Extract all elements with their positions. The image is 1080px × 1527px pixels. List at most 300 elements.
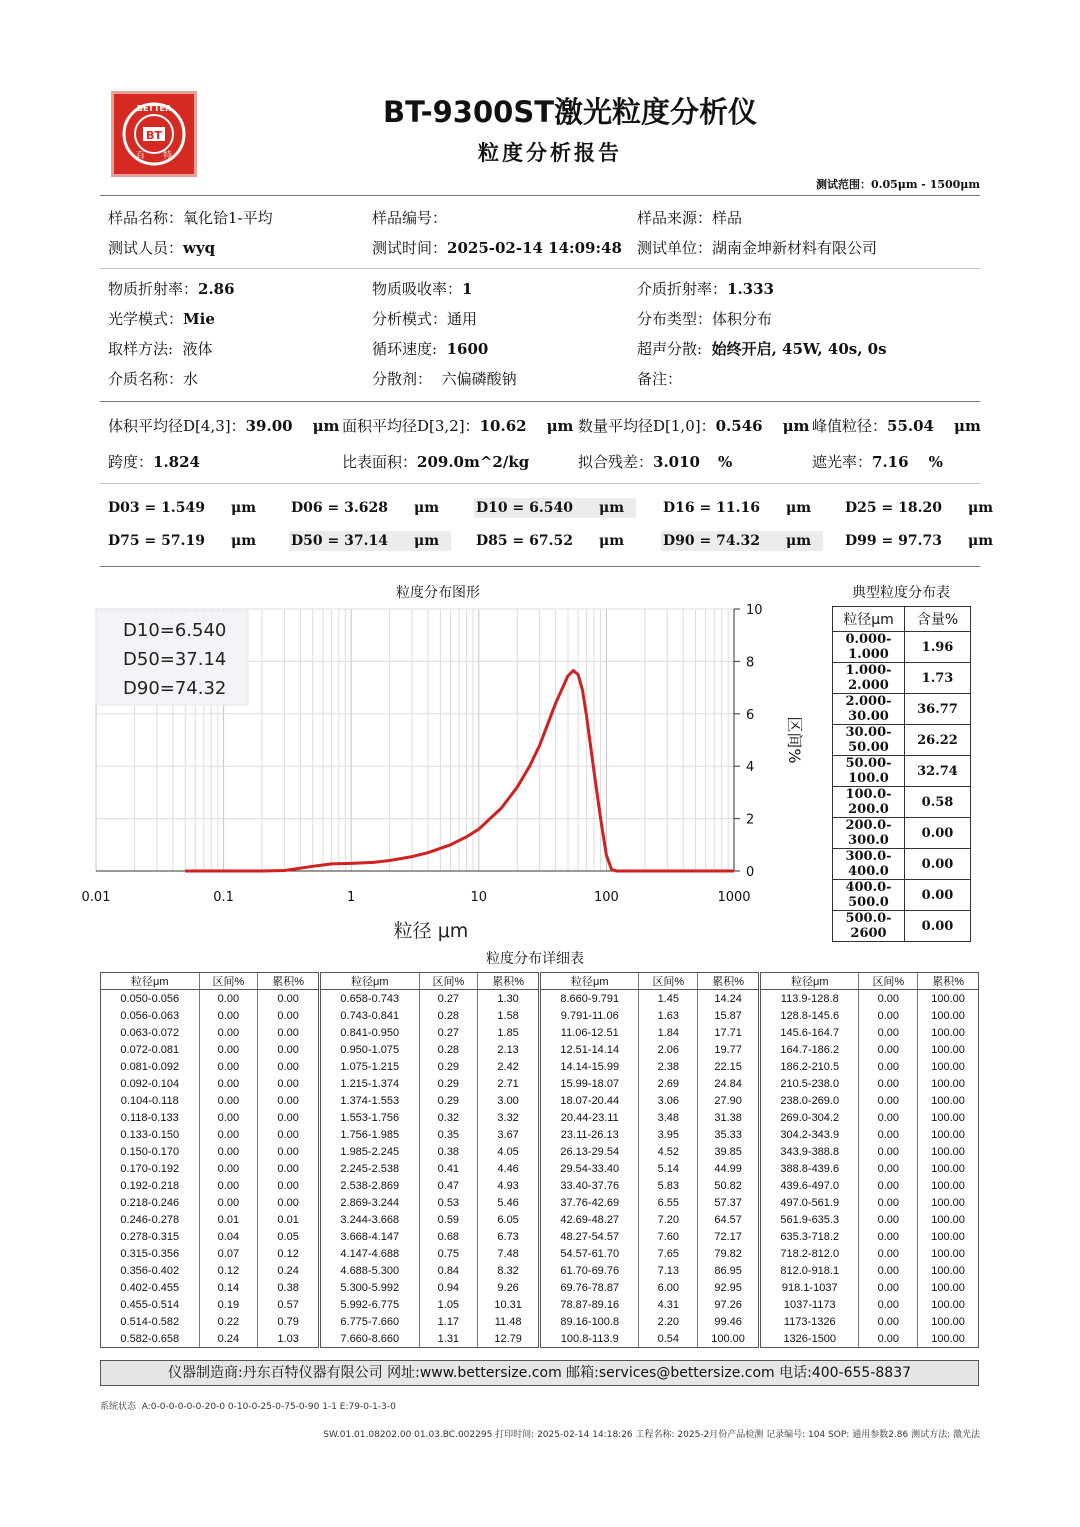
table-cell: 0.00 (859, 1228, 918, 1245)
table-cell: 2.71 (497, 1077, 519, 1090)
table-cell: 33.40-37.76 (541, 1177, 639, 1194)
sample-name: 样品名称：氧化铪1-平均 (108, 209, 273, 227)
d-value-label: D16 = 11.16 (663, 500, 760, 516)
table-cell: 0.07 (199, 1245, 258, 1262)
table-row (321, 1024, 538, 1041)
table-row (321, 1262, 538, 1279)
table-cell: 4.31 (639, 1296, 698, 1313)
d-value-unit: μm (785, 533, 812, 549)
table-cell: 1.45 (639, 990, 698, 1008)
table-cell: 100.00 (931, 1145, 965, 1158)
table-cell: 0.19 (199, 1296, 258, 1313)
table-row (833, 725, 971, 756)
table-cell: 35.33 (714, 1128, 742, 1141)
detail-block (540, 972, 759, 1348)
d-value-label: D10 = 6.540 (476, 500, 573, 516)
table-cell: 0.455-0.514 (101, 1296, 199, 1313)
table-cell: 100.00 (931, 1060, 965, 1073)
d-value-label: D50 = 37.14 (291, 533, 388, 549)
param-cycle: 循环速度: 1600 (372, 340, 489, 358)
table-row (101, 1194, 318, 1211)
table-cell: 0.00 (199, 1058, 258, 1075)
table-cell: 0.00 (277, 1196, 299, 1209)
table-cell: 0.00 (859, 990, 918, 1008)
table-cell: 238.0-269.0 (761, 1092, 859, 1109)
table-cell: 0.24 (277, 1264, 299, 1277)
table-cell: 0.29 (419, 1092, 478, 1109)
table-cell: 12.51-14.14 (541, 1041, 639, 1058)
table-cell: 210.5-238.0 (761, 1075, 859, 1092)
table-cell: 0.00 (199, 1024, 258, 1041)
table-cell: 6.73 (497, 1230, 519, 1243)
table-cell: 918.1-1037 (761, 1279, 859, 1296)
table-cell: 92.95 (714, 1281, 742, 1294)
d-value (289, 531, 451, 551)
table-cell: 0.32 (419, 1109, 478, 1126)
header-cell: 区间% (419, 973, 478, 990)
table-row (541, 1058, 758, 1075)
table-cell: 2.869-3.244 (321, 1194, 419, 1211)
table-row (101, 1058, 318, 1075)
table-cell: 64.57 (714, 1213, 742, 1226)
param-optical: 光学模式：Mie (108, 310, 215, 328)
table-cell: 400.0-500.0 (833, 880, 905, 911)
table-cell: 36.77 (905, 694, 971, 725)
table-cell: 0.402-0.455 (101, 1279, 199, 1296)
table-cell: 0.00 (905, 849, 971, 880)
table-row (761, 990, 978, 1008)
table-cell: 3.668-4.147 (321, 1228, 419, 1245)
table-cell: 5.46 (497, 1196, 519, 1209)
table-cell: 0.00 (199, 990, 258, 1008)
d-value-label: D03 = 1.549 (108, 500, 205, 516)
table-cell: 24.84 (714, 1077, 742, 1090)
table-row (541, 1109, 758, 1126)
table-cell: 100.00 (931, 1111, 965, 1124)
table-cell: 99.46 (714, 1315, 742, 1328)
table-cell: 7.65 (639, 1245, 698, 1262)
table-cell: 0.00 (859, 1024, 918, 1041)
table-cell: 0.79 (277, 1315, 299, 1328)
table-cell: 0.050-0.056 (101, 990, 199, 1008)
header-cell: 粒径μm (833, 607, 905, 632)
param-medium: 介质名称：水 (108, 370, 199, 388)
table-cell: 0.57 (277, 1298, 299, 1311)
table-cell: 0.24 (199, 1330, 258, 1347)
table-cell: 0.00 (859, 1245, 918, 1262)
table-cell: 497.0-561.9 (761, 1194, 859, 1211)
table-cell: 0.47 (419, 1177, 478, 1194)
table-cell: 1.000-2.000 (833, 663, 905, 694)
x-tick-label: 1 (347, 890, 356, 905)
test-unit: 测试单位：湖南金坤新材料有限公司 (637, 239, 878, 257)
svg-text:百: 百 (136, 151, 146, 161)
table-cell: 0.59 (419, 1211, 478, 1228)
d-value-label: D75 = 57.19 (108, 533, 205, 549)
table-cell: 8.660-9.791 (541, 990, 639, 1008)
table-cell: 0.192-0.218 (101, 1177, 199, 1194)
d-value (661, 531, 823, 551)
table-cell: 57.37 (714, 1196, 742, 1209)
table-cell: 100.00 (931, 1213, 965, 1226)
table-cell: 0.841-0.950 (321, 1024, 419, 1041)
table-cell: 100.00 (931, 1128, 965, 1141)
table-cell: 3.00 (497, 1094, 519, 1107)
table-cell: 27.90 (714, 1094, 742, 1107)
table-cell: 100.8-113.9 (541, 1330, 639, 1347)
table-cell: 2.000-30.00 (833, 694, 905, 725)
table-cell: 439.6-497.0 (761, 1177, 859, 1194)
x-tick-label: 1000 (717, 890, 751, 905)
table-cell: 39.85 (714, 1145, 742, 1158)
table-cell: 4.93 (497, 1179, 519, 1192)
table-cell: 5.300-5.992 (321, 1279, 419, 1296)
table-row (833, 694, 971, 725)
table-cell: 6.775-7.660 (321, 1313, 419, 1330)
y-axis-label: 区间% (785, 716, 804, 764)
table-cell: 5.83 (639, 1177, 698, 1194)
table-row (101, 1262, 318, 1279)
table-cell: 1.756-1.985 (321, 1126, 419, 1143)
table-cell: 0.12 (277, 1247, 299, 1260)
d-annotation: D10=6.540 (123, 620, 227, 641)
table-cell: 1.30 (497, 992, 519, 1005)
d-value-label: D99 = 97.73 (845, 533, 942, 549)
table-row (101, 990, 318, 1008)
d-value-unit: μm (785, 500, 812, 516)
header-cell: 含量% (905, 607, 971, 632)
d-value (661, 498, 823, 518)
table-row (101, 1177, 318, 1194)
table-cell: 26.13-29.54 (541, 1143, 639, 1160)
d-value-unit: μm (598, 533, 625, 549)
d-value-label: D25 = 18.20 (845, 500, 942, 516)
table-cell: 0.072-0.081 (101, 1041, 199, 1058)
header-cell: 粒径μm (321, 973, 419, 990)
table-row (321, 1330, 538, 1347)
typical-table (832, 606, 971, 942)
table-row (833, 632, 971, 663)
table-cell: 0.00 (277, 1043, 299, 1056)
table-row (833, 756, 971, 787)
table-cell: 1326-1500 (761, 1330, 859, 1347)
table-cell: 0.14 (199, 1279, 258, 1296)
table-cell: 0.00 (277, 1179, 299, 1192)
table-cell: 0.00 (277, 1060, 299, 1073)
table-cell: 0.000-1.000 (833, 632, 905, 663)
table-cell: 0.41 (419, 1160, 478, 1177)
param-dispersant: 分散剂： 六偏磷酸钠 (372, 370, 517, 388)
header-cell: 区间% (199, 973, 258, 990)
table-cell: 0.00 (277, 1128, 299, 1141)
table-header (833, 607, 971, 632)
table-cell: 4.147-4.688 (321, 1245, 419, 1262)
table-cell: 7.48 (497, 1247, 519, 1260)
table-row (541, 1092, 758, 1109)
table-cell: 1.63 (639, 1007, 698, 1024)
table-row (321, 1177, 538, 1194)
table-row (541, 1211, 758, 1228)
d-value-unit: μm (967, 533, 994, 549)
table-cell: 1.075-1.215 (321, 1058, 419, 1075)
table-cell: 18.07-20.44 (541, 1092, 639, 1109)
table-cell: 79.82 (714, 1247, 742, 1260)
table-cell: 164.7-186.2 (761, 1041, 859, 1058)
report-title: BT-9300ST激光粒度分析仪 (382, 95, 758, 129)
table-row (101, 1024, 318, 1041)
table-cell: 0.170-0.192 (101, 1160, 199, 1177)
table-cell: 1.58 (497, 1009, 519, 1022)
table-cell: 0.84 (419, 1262, 478, 1279)
table-row (321, 1245, 538, 1262)
table-cell: 11.48 (494, 1315, 522, 1328)
table-cell: 14.14-15.99 (541, 1058, 639, 1075)
print-meta: SW.01.01.08202.00 01.03.BC.002295 打印时间: 2025-02-14 14:18:26 工程名称: 2025-2月份产品检测 记录编号: 104 SOP: 通用参数2.86 测试方法: 激光法 (323, 1430, 980, 1440)
table-cell: 0.12 (199, 1262, 258, 1279)
x-tick-label: 100 (593, 890, 619, 905)
table-row (321, 1007, 538, 1024)
table-cell: 0.00 (199, 1007, 258, 1024)
table-cell: 100.00 (931, 1162, 965, 1175)
header-cell: 粒径μm (761, 973, 859, 990)
table-row (101, 1075, 318, 1092)
table-row (541, 1296, 758, 1313)
header-cell: 粒径μm (541, 973, 639, 990)
table-cell: 2.42 (497, 1060, 519, 1073)
table-row (321, 1109, 538, 1126)
table-cell: 0.00 (859, 1058, 918, 1075)
table-cell: 100.00 (931, 1026, 965, 1039)
x-tick-label: 0.01 (81, 890, 111, 905)
table-cell: 1.553-1.756 (321, 1109, 419, 1126)
d-value-label: D85 = 67.52 (476, 533, 573, 549)
detail-block (760, 972, 979, 1348)
d-value (474, 531, 636, 551)
table-cell: 0.315-0.356 (101, 1245, 199, 1262)
table-cell: 100.00 (931, 1009, 965, 1022)
table-row (321, 990, 538, 1008)
table-cell: 2.20 (639, 1313, 698, 1330)
table-row (101, 1092, 318, 1109)
table-row (321, 1092, 538, 1109)
table-cell: 4.688-5.300 (321, 1262, 419, 1279)
table-cell: 42.69-48.27 (541, 1211, 639, 1228)
y-tick-label: 10 (746, 603, 763, 618)
d-value-unit: μm (413, 533, 440, 549)
table-row (541, 1194, 758, 1211)
table-row (541, 1279, 758, 1296)
table-cell: 54.57-61.70 (541, 1245, 639, 1262)
d-value-unit: μm (967, 500, 994, 516)
table-cell: 0.00 (859, 1330, 918, 1347)
table-row (833, 911, 971, 942)
table-row (761, 1262, 978, 1279)
table-cell: 30.00-50.00 (833, 725, 905, 756)
header-cell: 累积% (698, 973, 758, 990)
param-remark: 备注： (637, 370, 683, 388)
result-d10-number: 数量平均径D[1,0]：0.546 μm (578, 417, 810, 435)
table-cell: 0.246-0.278 (101, 1211, 199, 1228)
d-annotation: D90=74.32 (123, 678, 227, 699)
table-cell: 1.05 (419, 1296, 478, 1313)
table-cell: 561.9-635.3 (761, 1211, 859, 1228)
table-row (541, 1245, 758, 1262)
table-row (541, 1075, 758, 1092)
table-row (321, 1211, 538, 1228)
table-cell: 9.791-11.06 (541, 1007, 639, 1024)
table-row (761, 1126, 978, 1143)
d-value-unit: μm (230, 500, 257, 516)
table-cell: 0.00 (859, 1262, 918, 1279)
x-tick-label: 0.1 (213, 890, 234, 905)
header-cell: 累积% (478, 973, 538, 990)
d-value-unit: μm (230, 533, 257, 549)
table-cell: 9.26 (497, 1281, 519, 1294)
table-cell: 388.8-439.6 (761, 1160, 859, 1177)
table-cell: 50.00-100.0 (833, 756, 905, 787)
table-cell: 0.00 (277, 1162, 299, 1175)
d-value (843, 498, 1005, 518)
table-cell: 50.82 (714, 1179, 742, 1192)
table-cell: 1.215-1.374 (321, 1075, 419, 1092)
table-row (541, 1262, 758, 1279)
table-cell: 1.96 (905, 632, 971, 663)
table-cell: 0.00 (859, 1007, 918, 1024)
table-row (541, 1330, 758, 1347)
table-cell: 3.244-3.668 (321, 1211, 419, 1228)
table-cell: 2.538-2.869 (321, 1177, 419, 1194)
table-cell: 113.9-128.8 (761, 990, 859, 1008)
table-cell: 4.46 (497, 1162, 519, 1175)
table-row (761, 1109, 978, 1126)
sample-number: 样品编号： (372, 209, 448, 227)
table-cell: 23.11-26.13 (541, 1126, 639, 1143)
table-cell: 0.150-0.170 (101, 1143, 199, 1160)
result-residual: 拟合残差：3.010 % (578, 453, 733, 471)
system-status: 系统状态 A:0-0-0-0-0-0-20-0 0-10-0-25-0-75-0-90 1-1 E:79-0-1-3-0 (100, 1402, 396, 1412)
table-row (761, 1313, 978, 1330)
param-sampling: 取样方法: 液体 (108, 340, 213, 358)
table-row (761, 1194, 978, 1211)
table-cell: 1.31 (419, 1330, 478, 1347)
table-cell: 0.00 (199, 1092, 258, 1109)
table-cell: 1173-1326 (761, 1313, 859, 1330)
table-cell: 0.38 (419, 1143, 478, 1160)
divider (100, 566, 980, 567)
table-cell: 100.00 (931, 1230, 965, 1243)
table-row (541, 1160, 758, 1177)
table-cell: 0.00 (199, 1160, 258, 1177)
table-cell: 186.2-210.5 (761, 1058, 859, 1075)
table-cell: 3.48 (639, 1109, 698, 1126)
table-cell: 0.00 (199, 1041, 258, 1058)
table-row (101, 1228, 318, 1245)
table-row (761, 1330, 978, 1347)
table-cell: 0.00 (199, 1194, 258, 1211)
table-cell: 15.87 (714, 1009, 742, 1022)
table-cell: 3.67 (497, 1128, 519, 1141)
table-cell: 0.00 (859, 1177, 918, 1194)
table-row (541, 1228, 758, 1245)
table-cell: 100.00 (931, 1179, 965, 1192)
table-cell: 0.28 (419, 1041, 478, 1058)
table-cell: 0.00 (277, 1111, 299, 1124)
table-cell: 86.95 (714, 1264, 742, 1277)
table-row (321, 1143, 538, 1160)
table-cell: 44.99 (714, 1162, 742, 1175)
table-row (541, 990, 758, 1008)
table-row (321, 1228, 538, 1245)
table-cell: 6.00 (639, 1279, 698, 1296)
y-tick-label: 0 (746, 865, 755, 880)
table-cell: 0.00 (859, 1041, 918, 1058)
table-cell: 1037-1173 (761, 1296, 859, 1313)
table-row (761, 1296, 978, 1313)
table-cell: 100.00 (931, 992, 965, 1005)
table-cell: 269.0-304.2 (761, 1109, 859, 1126)
table-cell: 0.00 (277, 992, 299, 1005)
table-cell: 0.133-0.150 (101, 1126, 199, 1143)
table-cell: 72.17 (714, 1230, 742, 1243)
table-cell: 4.52 (639, 1143, 698, 1160)
table-cell: 2.69 (639, 1075, 698, 1092)
table-row (833, 880, 971, 911)
table-row (101, 1313, 318, 1330)
table-cell: 0.27 (419, 990, 478, 1008)
d-value (106, 498, 268, 518)
table-row (321, 1041, 538, 1058)
table-cell: 0.00 (199, 1109, 258, 1126)
table-cell: 0.00 (277, 1145, 299, 1158)
d-value (289, 498, 451, 518)
divider (100, 401, 980, 402)
table-cell: 100.00 (711, 1332, 745, 1345)
test-time: 测试时间：2025-02-14 14:09:48 (372, 239, 622, 257)
table-cell: 304.2-343.9 (761, 1126, 859, 1143)
table-cell: 100.00 (931, 1332, 965, 1345)
table-cell: 8.32 (497, 1264, 519, 1277)
table-row (321, 1126, 538, 1143)
table-cell: 100.00 (931, 1315, 965, 1328)
manufacturer-info: 仪器制造商:丹东百特仪器有限公司 网址:www.bettersize.com 邮箱:services@bettersize.com 电话:400-655-8837 (100, 1360, 979, 1386)
svg-text:BT: BT (146, 129, 162, 142)
result-d32: 面积平均径D[3,2]：10.62 μm (342, 417, 574, 435)
table-row (833, 787, 971, 818)
table-cell: 3.95 (639, 1126, 698, 1143)
table-row (101, 1143, 318, 1160)
table-row (101, 1007, 318, 1024)
table-cell: 3.32 (497, 1111, 519, 1124)
table-cell: 5.992-6.775 (321, 1296, 419, 1313)
table-cell: 29.54-33.40 (541, 1160, 639, 1177)
table-cell: 0.950-1.075 (321, 1041, 419, 1058)
table-cell: 0.658-0.743 (321, 990, 419, 1008)
d-value (474, 498, 636, 518)
table-cell: 15.99-18.07 (541, 1075, 639, 1092)
table-cell: 0.582-0.658 (101, 1330, 199, 1347)
table-row (321, 1296, 538, 1313)
d-value-unit: μm (598, 500, 625, 516)
table-cell: 2.13 (497, 1043, 519, 1056)
table-cell: 718.2-812.0 (761, 1245, 859, 1262)
report-subtitle: 粒度分析报告 (478, 141, 622, 165)
distribution-chart (70, 595, 830, 945)
table-cell: 343.9-388.8 (761, 1143, 859, 1160)
table-row (101, 1109, 318, 1126)
chart-title: 粒度分布图形 (396, 585, 480, 601)
table-cell: 0.01 (277, 1213, 299, 1226)
d-value-label: D90 = 74.32 (663, 533, 760, 549)
